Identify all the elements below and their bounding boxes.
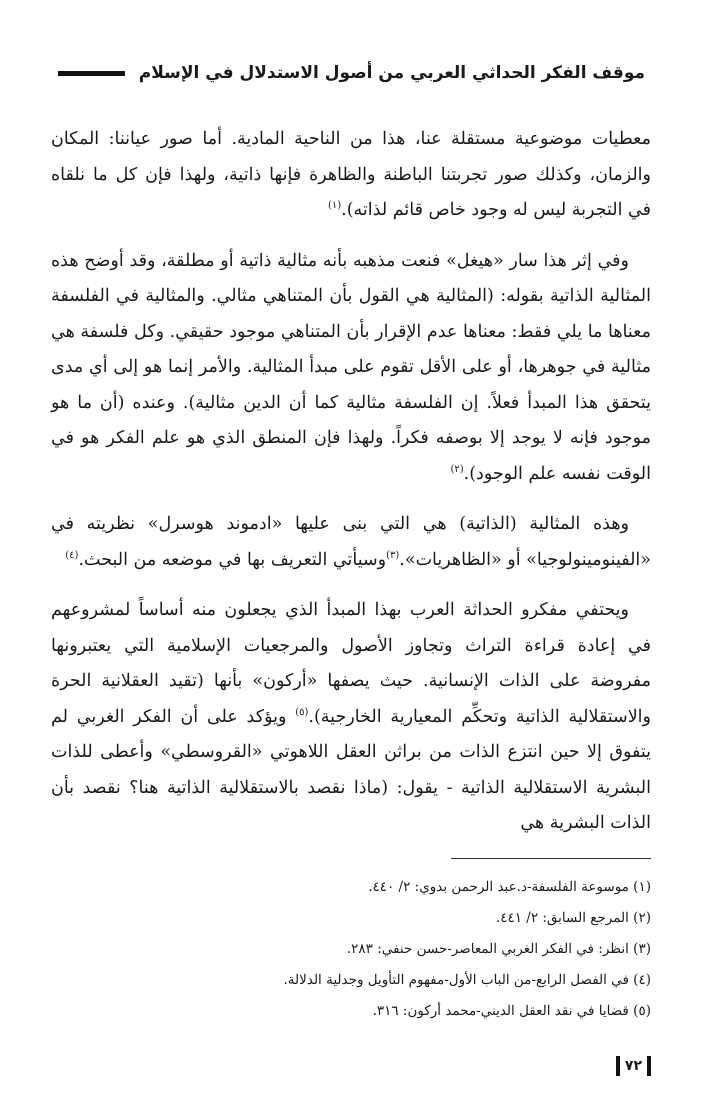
paragraph-2 xyxy=(51,244,651,493)
paragraph-text-continued: وسيأتي التعريف بها في موضعه من البحث. xyxy=(78,549,387,570)
header-rule xyxy=(58,71,125,76)
footnote-item: (٥) قضايا في نقد العقل الديني-محمد أركون: ٣١٦. xyxy=(372,1003,651,1019)
paragraph-text: ويحتفي مفكرو الحداثة العرب بهذا المبدأ الذي يجعلون منه أساساً لمشروعهم في إعادة قراءة التراث وتجاوز الأصول والمرجعيات الإسلامية التي يعتبرونها مفروضة على الذات الإنسانية. حيث يصفها «أركون» بأنها (تقيد العقلانية الحرة والاستقلالية الذاتية وتحكِّم المعيارية الخارجية). xyxy=(51,600,651,727)
paragraph-1 xyxy=(51,122,651,229)
footnote-item: (٢) المرجع السابق: ٢/ ٤٤١. xyxy=(495,910,651,926)
footnote-ref: (٥) xyxy=(295,706,309,718)
page-number xyxy=(616,1056,651,1076)
footnote-item: (٤) في الفصل الرابع-من الباب الأول-مفهوم التأويل وجدلية الدلالة. xyxy=(283,972,651,988)
footnote-ref: (٣) xyxy=(386,549,400,561)
page-number-bar xyxy=(647,1056,651,1076)
footnote-item: (١) موسوعة الفلسفة-د.عبد الرحمن بدوي: ٢/ ٤٤٠. xyxy=(368,879,651,895)
paragraph-text: وفي إثر هذا سار «هيغل» فنعت مذهبه بأنه مثالية ذاتية أو مطلقة، وقد أوضح هذه المثالية الذاتية بقوله: (المثالية هي القول بأن المتناهي مثالي. والمثالية في الفلسفة معناها ما يلي فقط: معناها عدم الإقرار بأن المتناهي موجود حقيقي. وكل فلسفة هي مثالية في جوهرها، أو على الأقل تقوم على مبدأ المثالية. والأمر إنما هو إلى أي مدى يتحقق هذا المبدأ فعلاً. إن الفلسفة مثالية كما أن الدين مثالية). وعنده (أن ما هو موجود فإنه لا يوجد إلا بوصفه فكراً. ولهذا فإن المنطق الذي هو علم الفكر هو في الوقت نفسه علم الوجود). xyxy=(51,250,651,484)
page-number-bar xyxy=(616,1056,620,1076)
paragraph-4 xyxy=(51,593,651,842)
footnotes xyxy=(51,872,651,1027)
footnote-ref: (٤) xyxy=(65,549,79,561)
paragraph-text-continued: ويؤكد على أن الفكر الغربي لم يتفوق إلا حين انتزع الذات من براثن العقل اللاهوتي «القروسطي» وأعطى للذات البشرية الاستقلالية الذاتية - يقول: (ماذا نقصد بالاستقلالية الذاتية هنا؟ نقصد بأن الذات البشرية هي xyxy=(51,706,651,833)
main-text xyxy=(51,122,651,857)
footnote-ref: (١) xyxy=(327,200,342,212)
paragraph-text: معطيات موضوعية مستقلة عنا، هذا من الناحية المادية. أما صور عياننا: المكان والزمان، وكذلك صور تجربتنا الباطنة والظاهرة فإنها ذاتية، ولهذا فإن كل ما نلقاه في التجربة ليس له وجود خاص قائم لذاته). xyxy=(51,129,651,220)
footnote-separator xyxy=(451,858,651,859)
running-header xyxy=(58,58,645,88)
paragraph-3 xyxy=(51,507,651,578)
footnote-ref: (٢) xyxy=(450,463,464,475)
paragraph-text: وهذه المثالية (الذاتية) هي التي بنى عليها «ادموند هوسرل» نظريته في «الفينومينولوجيا» أو «الظاهريات». xyxy=(51,514,651,570)
page-number-text: ٧٢ xyxy=(624,1058,642,1074)
footnote-item: (٣) انظر: في الفكر الغربي المعاصر-حسن حنفي: ٢٨٣. xyxy=(346,941,651,957)
header-title: موقف الفكر الحداثي العربي من أصول الاستدلال في الإسلام xyxy=(138,63,645,83)
